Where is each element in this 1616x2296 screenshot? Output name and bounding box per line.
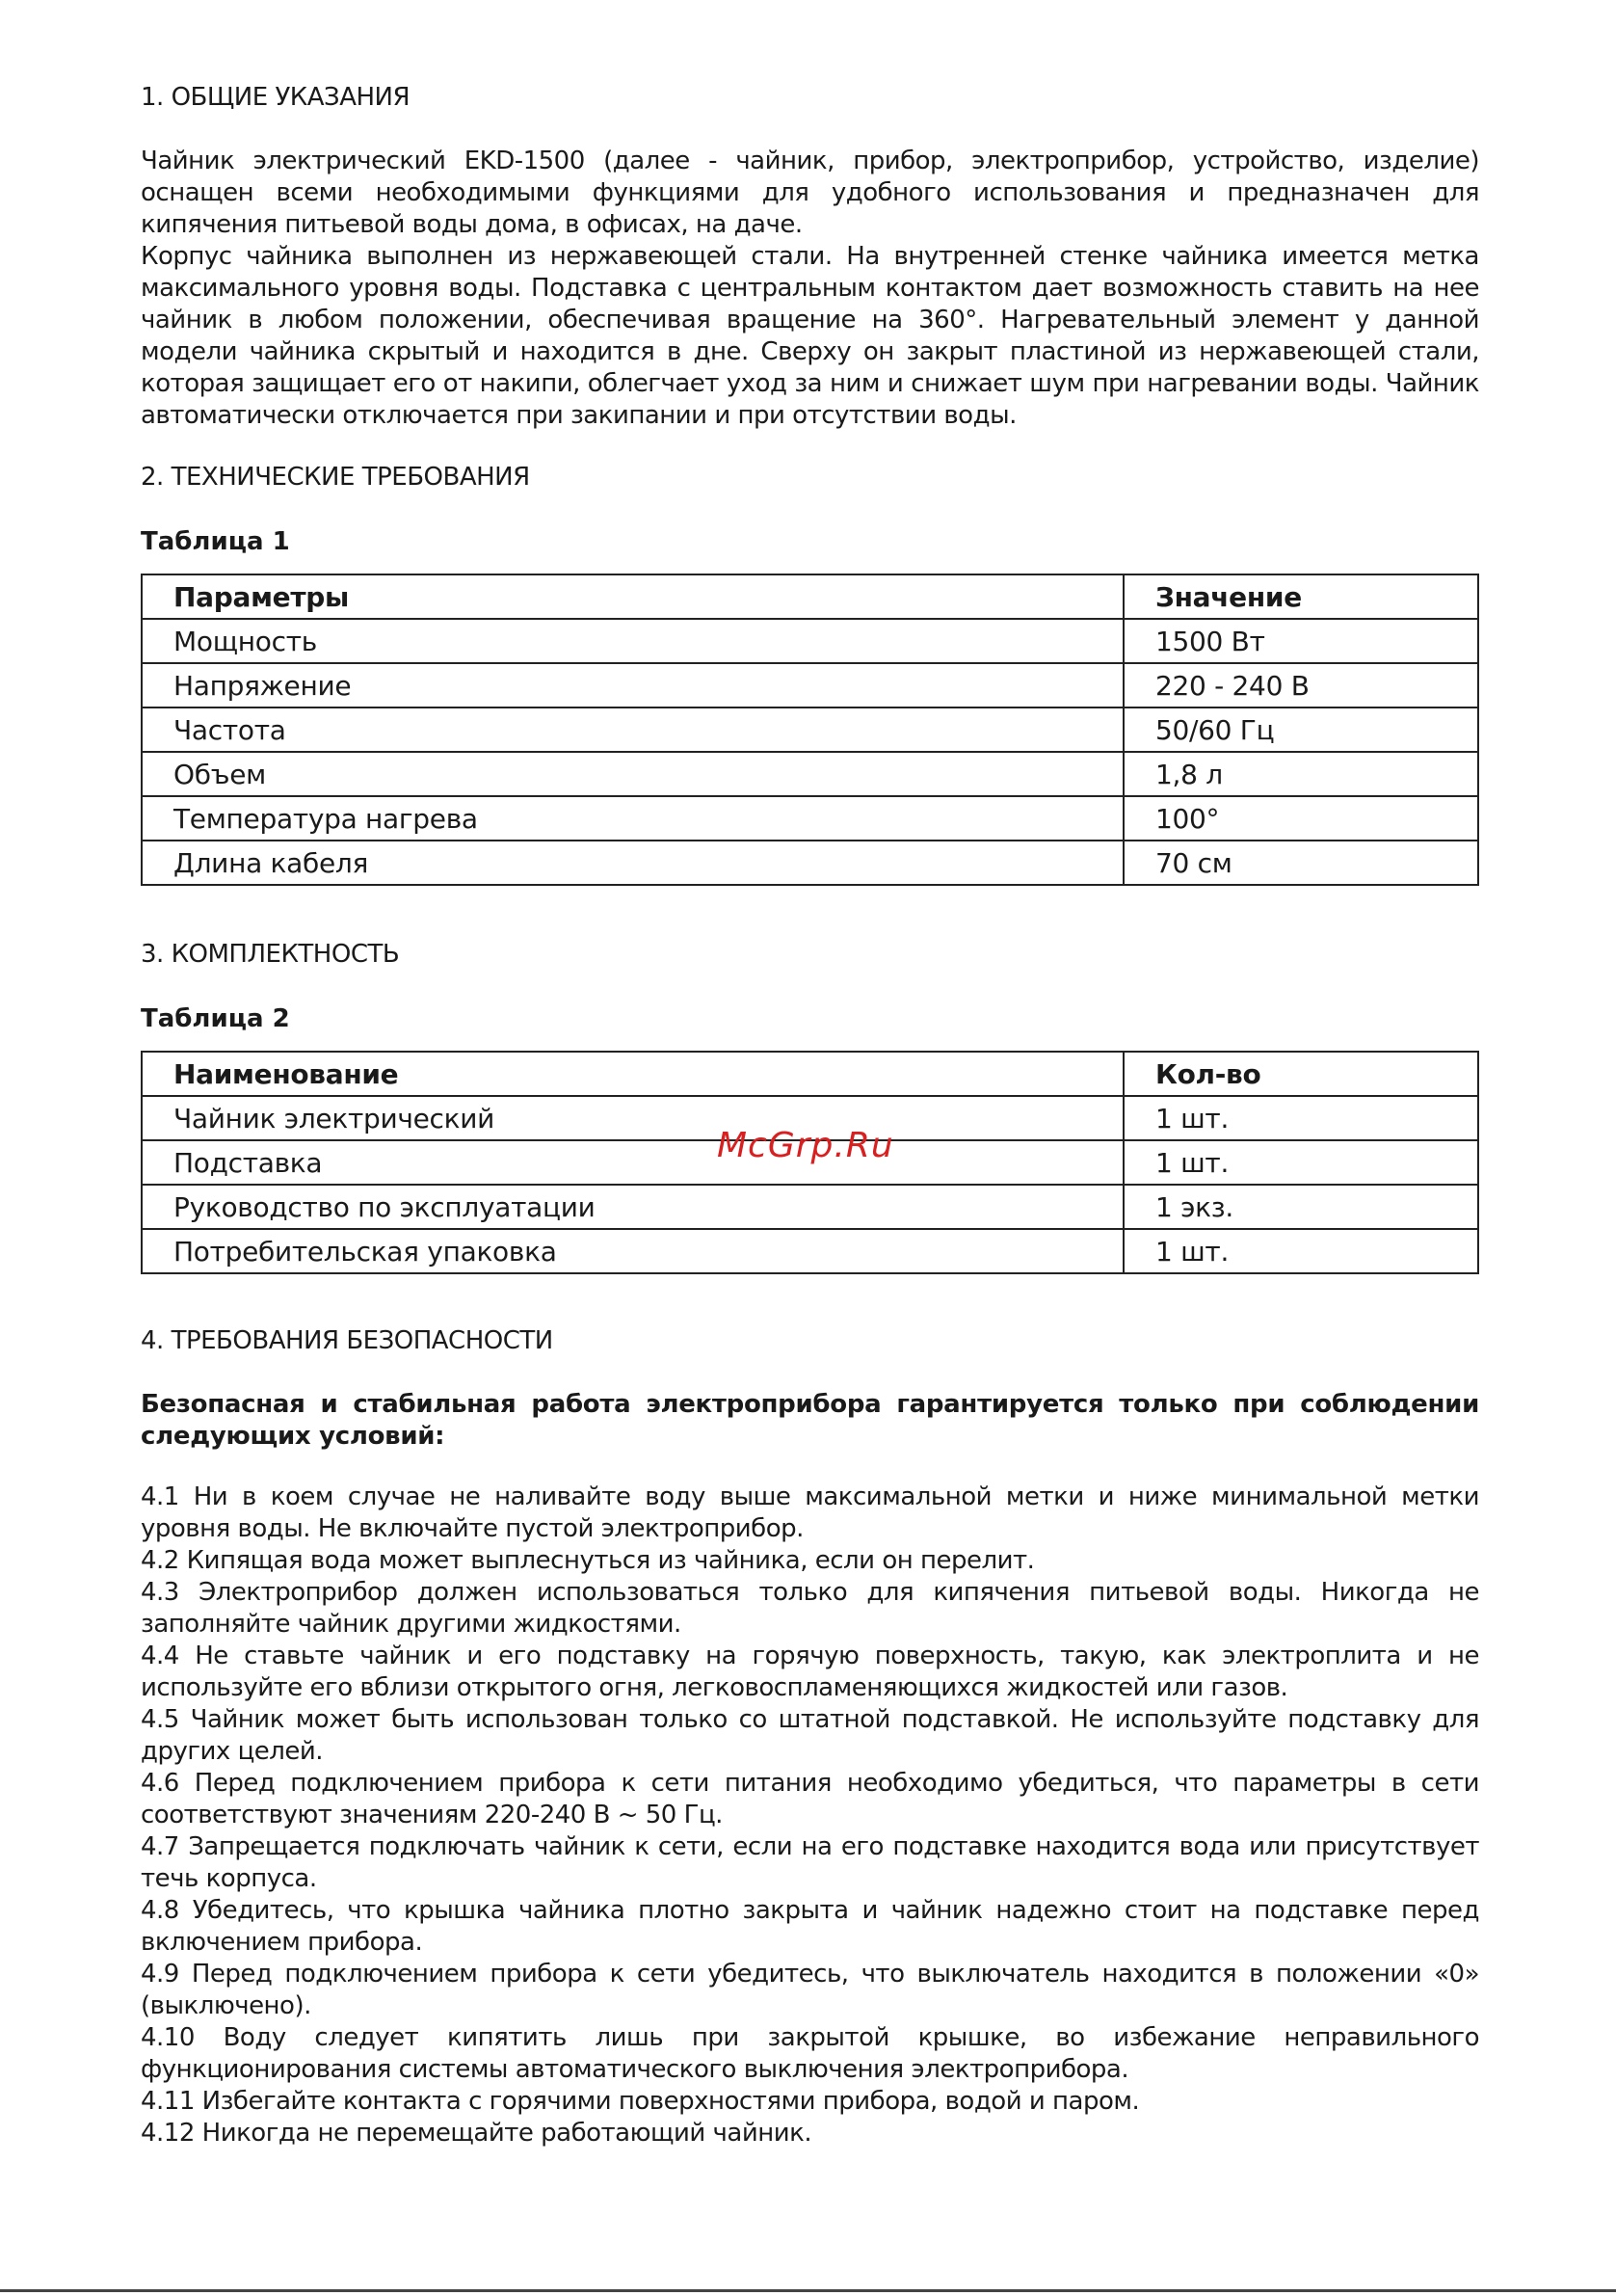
table-header-row: [142, 1052, 1478, 1096]
table-cell: 1 шт.: [1124, 1229, 1478, 1273]
safety-item: 4.12 Никогда не перемещайте работающий чайник.: [141, 2119, 812, 2148]
table-cell: 220 - 240 В: [1124, 663, 1478, 707]
safety-item: 4.9 Перед подключением прибора к сети убедитесь, что выключатель находится в положении «0» (выключено).: [141, 1960, 1479, 2020]
safety-item: 4.6 Перед подключением прибора к сети питания необходимо убедиться, что параметры в сети соответствуют значениям 220-240 В ~ 50 Гц.: [141, 1769, 1479, 1829]
table-row: [142, 1229, 1478, 1273]
table-header-cell: Кол-во: [1124, 1052, 1478, 1096]
table-row: [142, 796, 1478, 841]
specs-table: [141, 574, 1479, 886]
section-4-title: 4. ТРЕБОВАНИЯ БЕЗОПАСНОСТИ: [141, 1326, 553, 1355]
table-cell: 50/60 Гц: [1124, 707, 1478, 752]
table-cell: 1 шт.: [1124, 1140, 1478, 1185]
table-cell: 70 см: [1124, 841, 1478, 885]
watermark: McGrp.Ru: [717, 1126, 894, 1165]
table-cell: 1 экз.: [1124, 1185, 1478, 1229]
table-cell: Напряжение: [142, 663, 1124, 707]
safety-item: 4.7 Запрещается подключать чайник к сети, если на его подставке находится вода или присутствует течь корпуса.: [141, 1832, 1479, 1893]
table-cell: Частота: [142, 707, 1124, 752]
table-row: [142, 663, 1478, 707]
section-1-paragraph: Чайник электрический EKD-1500 (далее - чайник, прибор, электроприбор, устройство, изделие) оснащен всеми необходимыми функциями для удобного использования и предназначен для кипячения питьевой воды дома, в офисах, на даче.: [141, 147, 1479, 239]
safety-item: 4.3 Электроприбор должен использоваться только для кипячения питьевой воды. Никогда не заполняйте чайник другими жидкостями.: [141, 1578, 1479, 1639]
safety-item: 4.5 Чайник может быть использован только со штатной подставкой. Не используйте подставку для других целей.: [141, 1705, 1479, 1766]
section-3-title: 3. КОМПЛЕКТНОСТЬ: [141, 940, 400, 969]
table-cell: Длина кабеля: [142, 841, 1124, 885]
table-cell: Объем: [142, 752, 1124, 796]
table-cell: Руководство по эксплуатации: [142, 1185, 1124, 1229]
table-1-caption: Таблица 1: [141, 527, 290, 556]
table-row: [142, 619, 1478, 663]
table-header-row: [142, 574, 1478, 619]
page-bottom-rule: [0, 2289, 1616, 2292]
safety-item: 4.8 Убедитесь, что крышка чайника плотно закрыта и чайник надежно стоит на подставке перед включением прибора.: [141, 1896, 1479, 1957]
safety-item: 4.11 Избегайте контакта с горячими поверхностями прибора, водой и паром.: [141, 2087, 1140, 2116]
document-page: [141, 81, 1479, 2149]
table-cell: 100°: [1124, 796, 1478, 841]
table-cell: Мощность: [142, 619, 1124, 663]
table-cell: 1500 Вт: [1124, 619, 1478, 663]
table-cell: Подставка: [142, 1140, 1124, 1185]
table-header-cell: Наименование: [142, 1052, 1124, 1096]
section-1-paragraph: Корпус чайника выполнен из нержавеющей стали. На внутренней стенке чайника имеется метка максимального уровня воды. Подставка с центральным контактом дает возможность ставить на нее чайник в любом положении, обеспечивая вращение на 360°. Нагревательный элемент у данной модели чайника скрытый и находится в дне. Сверху он закрыт пластиной из нержавеющей стали, которая защищает его от накипи, облегчает уход за ним и снижает шум при нагревании воды. Чайник автоматически отключается при закипании и при отсутствии воды.: [141, 242, 1479, 430]
table-header-cell: Параметры: [142, 574, 1124, 619]
table-header-cell: Значение: [1124, 574, 1478, 619]
safety-item: 4.1 Ни в коем случае не наливайте воду выше максимальной метки и ниже минимальной метки уровня воды. Не включайте пустой электроприбор.: [141, 1482, 1479, 1543]
table-cell: Чайник электрический: [142, 1096, 1124, 1140]
safety-item: 4.10 Воду следует кипятить лишь при закрытой крышке, во избежание неправильного функционирования системы автоматического выключения электроприбора.: [141, 2023, 1479, 2084]
table-row: [142, 752, 1478, 796]
table-row: [142, 841, 1478, 885]
section-2-title: 2. ТЕХНИЧЕСКИЕ ТРЕБОВАНИЯ: [141, 463, 530, 492]
safety-lead: Безопасная и стабильная работа электроприбора гарантируется только при соблюдении следующих условий:: [141, 1390, 1479, 1451]
table-row: [142, 707, 1478, 752]
section-1-title: 1. ОБЩИЕ УКАЗАНИЯ: [141, 83, 411, 112]
table-row: [142, 1185, 1478, 1229]
table-cell: Температура нагрева: [142, 796, 1124, 841]
safety-item: 4.2 Кипящая вода может выплеснуться из чайника, если он перелит.: [141, 1546, 1035, 1575]
table-2-caption: Таблица 2: [141, 1004, 290, 1033]
table-cell: 1 шт.: [1124, 1096, 1478, 1140]
table-cell: Потребительская упаковка: [142, 1229, 1124, 1273]
safety-item: 4.4 Не ставьте чайник и его подставку на горячую поверхность, такую, как электроплита и не используйте его вблизи открытого огня, легковоспламеняющихся жидкостей или газов.: [141, 1642, 1479, 1702]
table-cell: 1,8 л: [1124, 752, 1478, 796]
